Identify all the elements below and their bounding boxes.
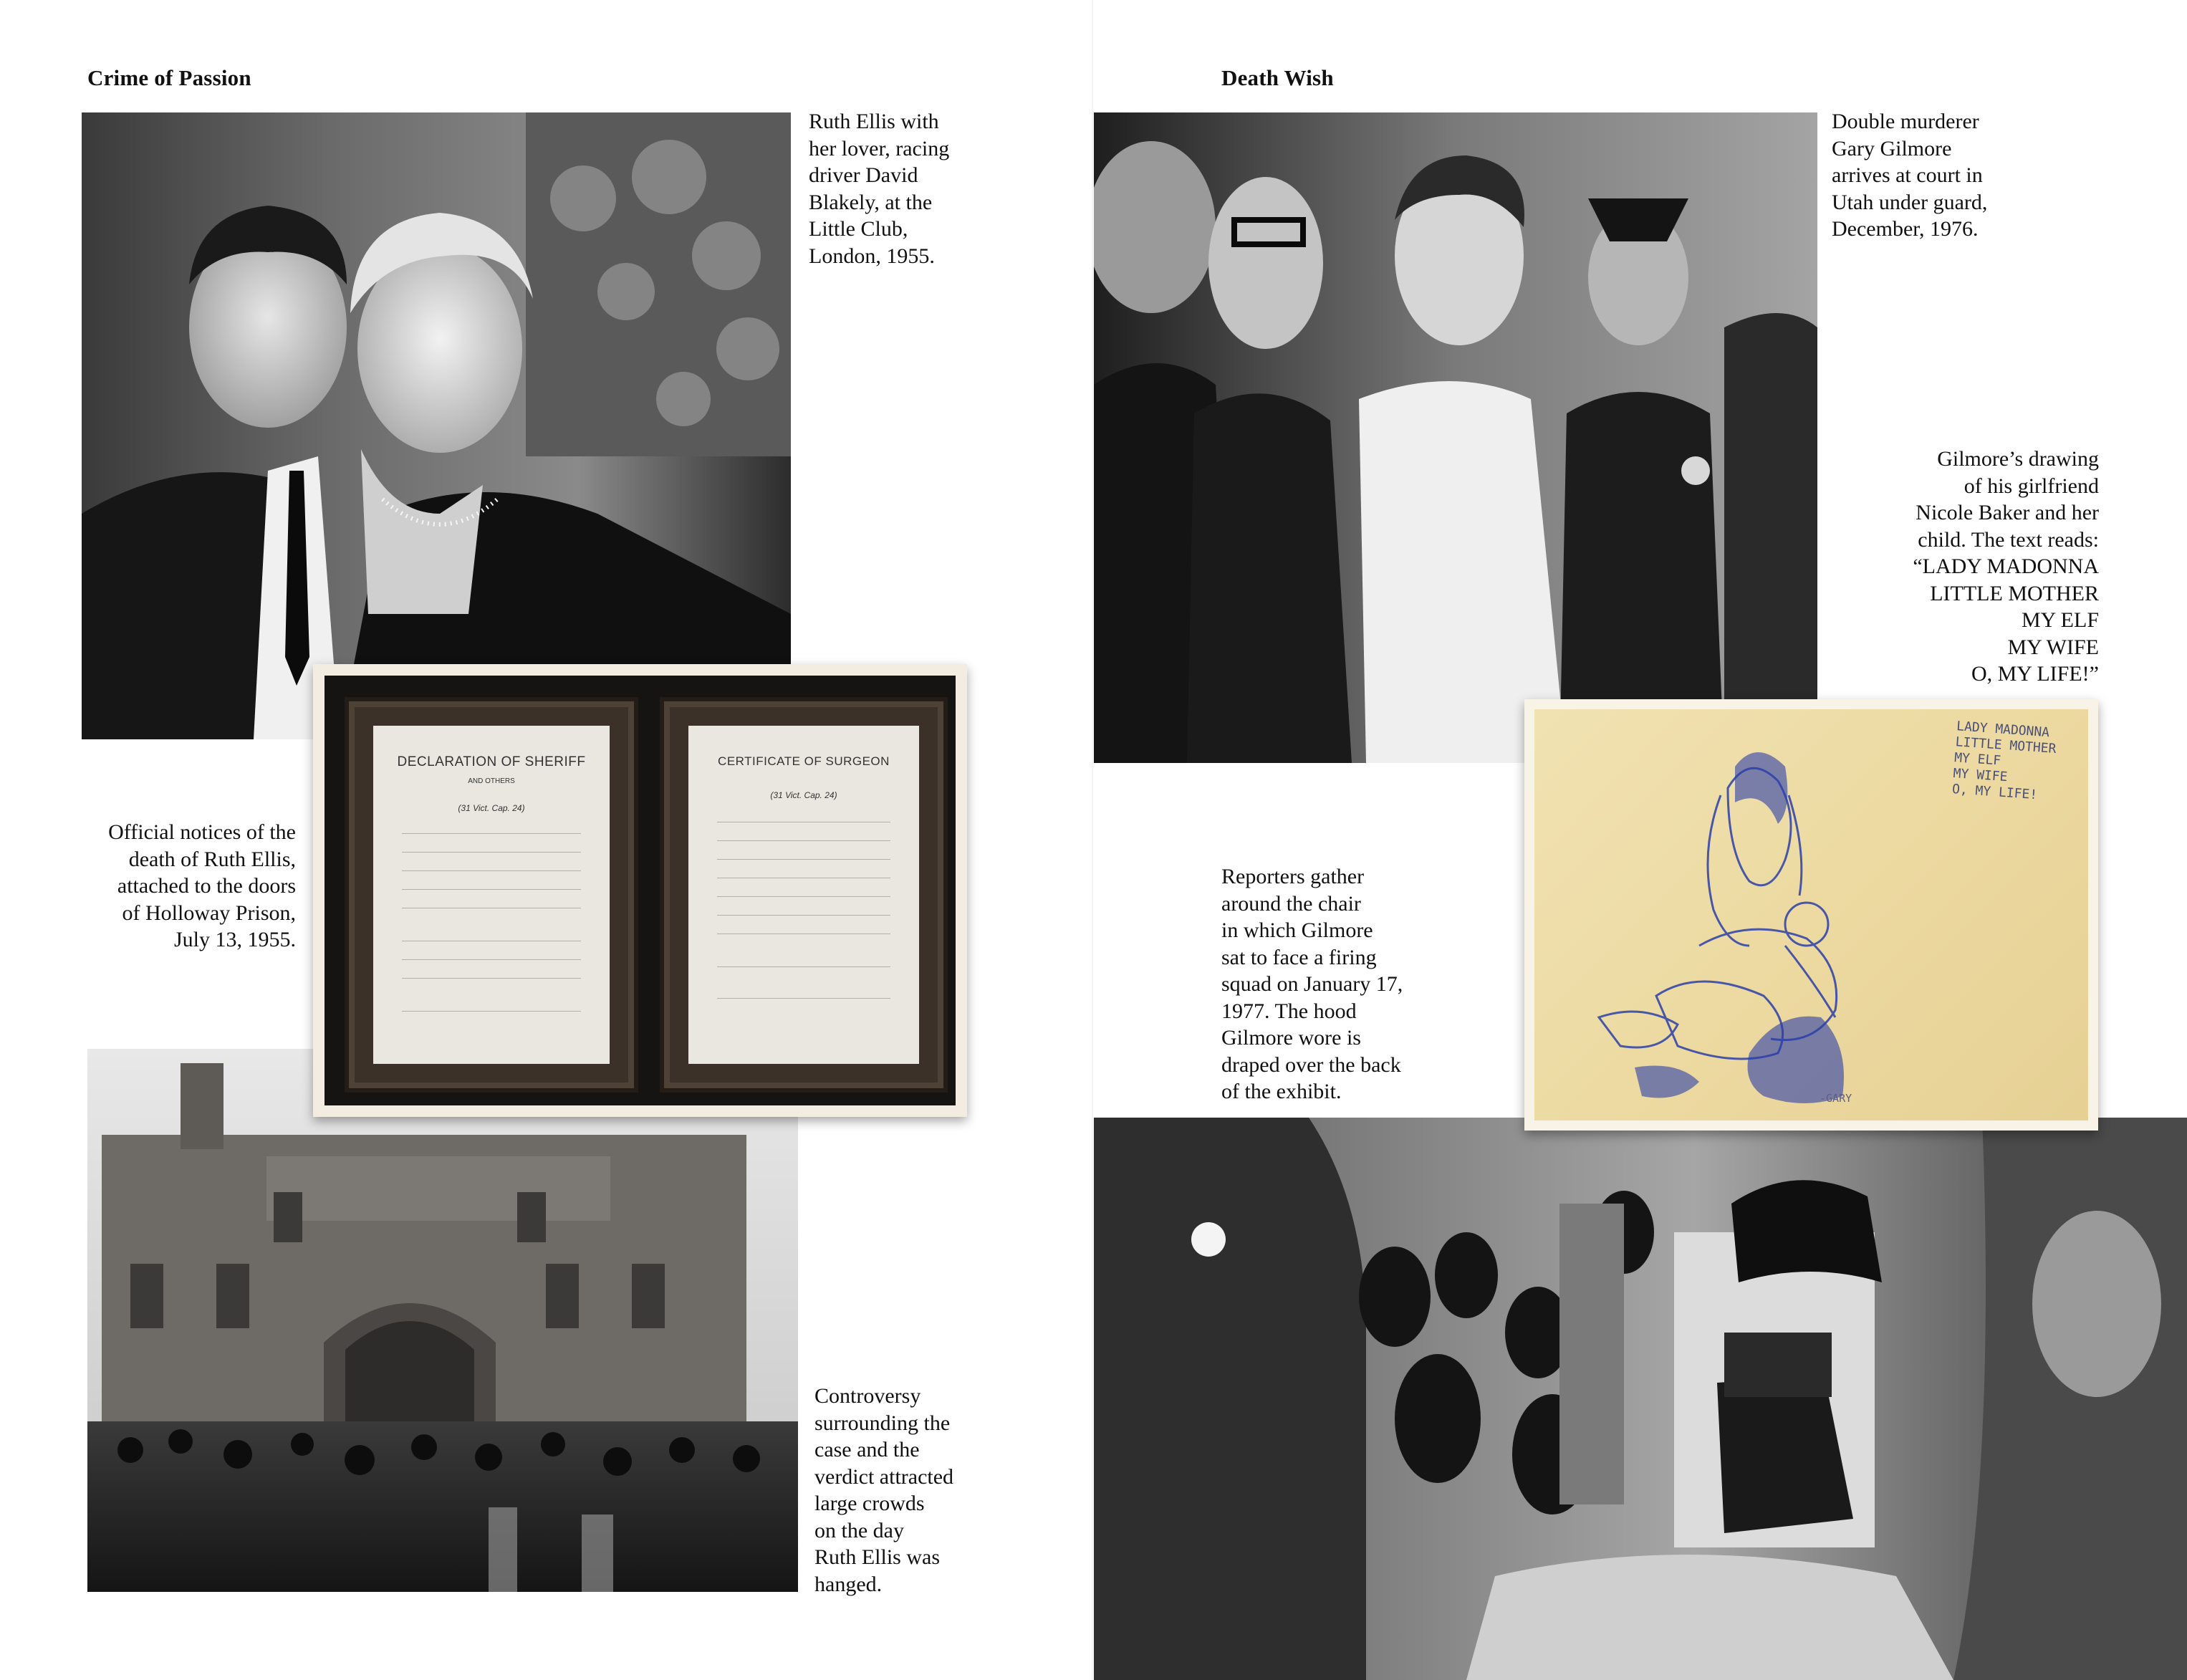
drawing-handwritten-text: LADY MADONNA LITTLE MOTHER MY ELF MY WIFE O, MY LIFE! <box>1951 719 2057 803</box>
caption-gilmore-drawing: Gilmore’s drawing of his girlfriend Nicole Baker and her child. The text reads: “LADY MADONNA LITTLE MOTHER MY ELF MY WIFE O, MY LIFE!” <box>1913 447 2099 686</box>
notice-left-title: DECLARATION OF SHERIFF <box>397 754 586 769</box>
notice-left-act: (31 Vict. Cap. 24) <box>458 803 525 813</box>
photo-gilmore-drawing-nicole-baker <box>1524 699 2098 1131</box>
photo-framed-death-notices <box>313 664 967 1117</box>
heading-crime-of-passion: Crime of Passion <box>87 65 251 90</box>
notice-left-subtitle: AND OTHERS <box>468 777 515 785</box>
spread-gutter <box>1092 0 1093 1680</box>
caption-crowds: Controversy surrounding the case and the verdict attracted large crowds on the day Ruth Ellis was hanged. <box>814 1384 954 1596</box>
photo-ruth-ellis-and-david-blakely <box>82 112 791 739</box>
frame-certificate-of-surgeon <box>660 697 948 1093</box>
photo-gilmore-arrives-at-court <box>1094 112 1817 763</box>
drawing-signature: -GARY <box>1820 1092 1852 1105</box>
photo-holloway-prison-crowds <box>87 1049 798 1592</box>
caption-official-notices: Official notices of the death of Ruth Ellis, attached to the doors of Holloway Prison, July 13, 1955. <box>108 820 296 951</box>
caption-ellis-blakely: Ruth Ellis with her lover, racing driver David Blakely, at the Little Club, London, 1955. <box>809 110 950 268</box>
frame-declaration-of-sheriff <box>345 697 638 1093</box>
caption-gilmore-court: Double murderer Gary Gilmore arrives at court in Utah under guard, December, 1976. <box>1832 110 1988 241</box>
photo-reporters-around-chair <box>1094 1118 2187 1680</box>
heading-death-wish: Death Wish <box>1221 65 1334 90</box>
notice-right-act: (31 Vict. Cap. 24) <box>770 790 837 800</box>
notice-right-title: CERTIFICATE OF SURGEON <box>718 754 890 768</box>
caption-reporters: Reporters gather around the chair in which Gilmore sat to face a firing squad on January 17, 1977. The hood Gilmore wore is draped over the back of the exhibit. <box>1221 865 1403 1103</box>
